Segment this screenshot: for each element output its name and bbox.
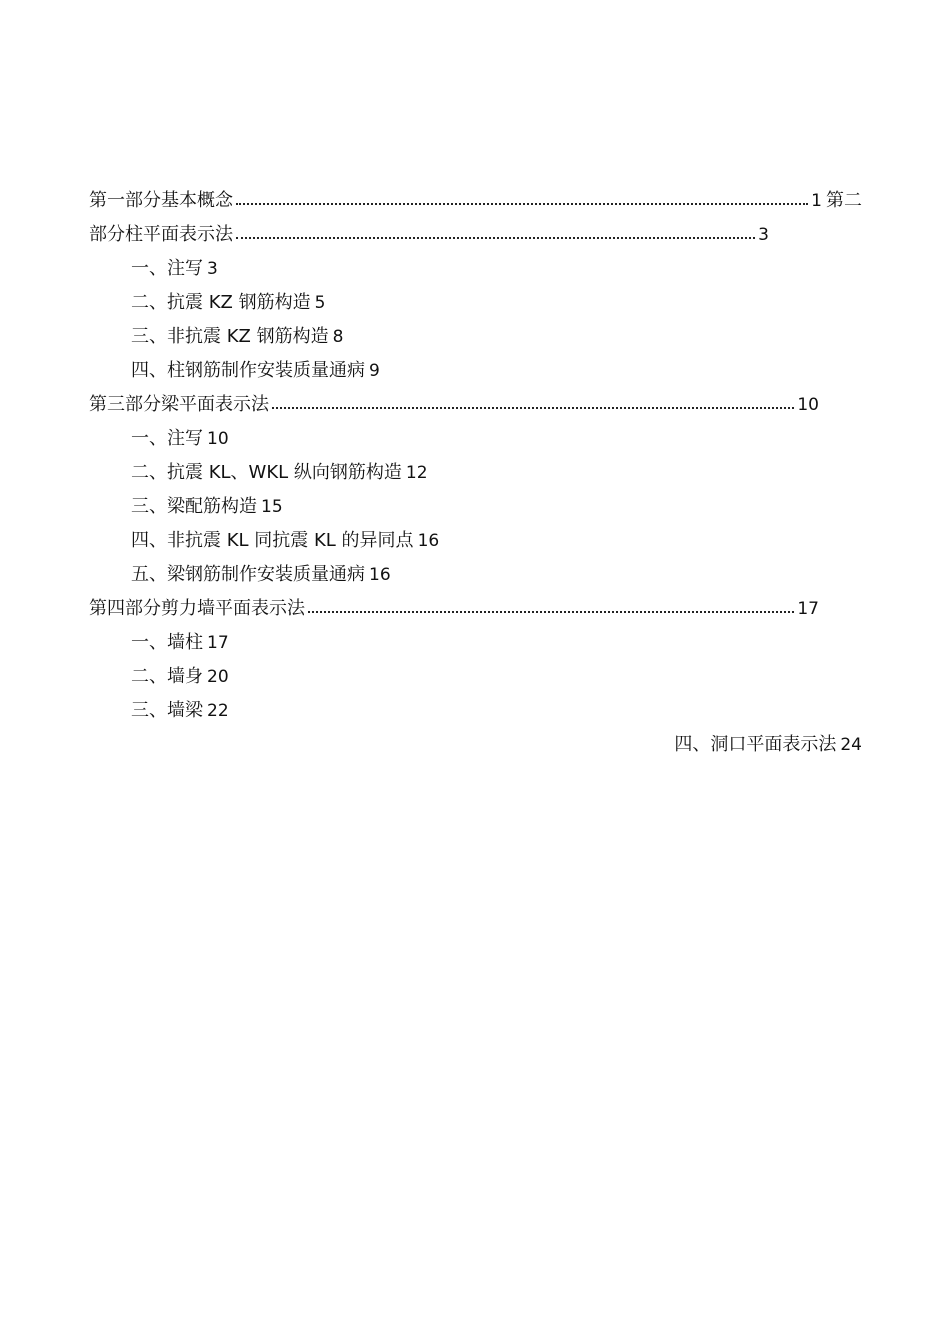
toc-subentry-page: 9 — [369, 361, 380, 381]
toc-subentry-label: 二、墙身 — [131, 666, 203, 687]
toc-subentry[interactable] — [89, 626, 862, 660]
toc-subentry[interactable] — [89, 660, 862, 694]
toc-entry-part1[interactable] — [89, 184, 862, 218]
table-of-contents — [89, 184, 862, 762]
toc-subentry[interactable] — [89, 252, 862, 286]
toc-entry-page: 17 — [797, 599, 819, 619]
dot-leader — [236, 203, 808, 205]
toc-entry-title: 第三部分梁平面表示法 — [89, 394, 269, 415]
toc-entry-page: 1 — [811, 191, 822, 211]
toc-subentry-label: 一、注写 — [131, 258, 203, 279]
toc-subentry-page: 15 — [261, 497, 283, 517]
toc-entry-title: 第一部分基本概念 — [89, 190, 233, 211]
toc-subentry-label: 一、墙柱 — [131, 632, 203, 653]
toc-entry-part3[interactable] — [89, 388, 819, 422]
dot-leader — [308, 611, 794, 613]
toc-subentry-page: 3 — [207, 259, 218, 279]
toc-subentry-page: 20 — [207, 667, 229, 687]
toc-subentry-page: 16 — [369, 565, 391, 585]
toc-subentry[interactable] — [89, 320, 862, 354]
toc-entry-title: 第四部分剪力墙平面表示法 — [89, 598, 305, 619]
toc-subentry-page: 16 — [417, 531, 440, 551]
toc-subentry[interactable] — [89, 694, 862, 728]
toc-subentry-label: 三、墙梁 — [131, 700, 203, 721]
dot-leader — [272, 407, 794, 409]
toc-entry-part2[interactable] — [89, 218, 769, 252]
toc-subentry-page: 17 — [207, 633, 229, 653]
toc-subentry[interactable] — [89, 490, 862, 524]
toc-subentry[interactable] — [89, 422, 862, 456]
toc-subentry[interactable] — [89, 456, 862, 490]
toc-subentry-label: 四、洞口平面表示法 — [674, 734, 837, 755]
toc-subentry-label: 四、柱钢筋制作安装质量通病 — [131, 360, 365, 381]
toc-subentry-label: 一、注写 — [131, 428, 203, 449]
toc-subentry[interactable] — [89, 286, 862, 320]
toc-subentry[interactable] — [89, 558, 862, 592]
toc-entry-title: 部分柱平面表示法 — [89, 224, 233, 245]
toc-entry-continuation: 第二 — [826, 190, 862, 211]
toc-subentry-page: 22 — [207, 701, 229, 721]
toc-subentry-page: 5 — [314, 293, 326, 313]
toc-entry-part4[interactable] — [89, 592, 819, 626]
toc-subentry-page: 10 — [207, 429, 229, 449]
toc-entry-page: 10 — [797, 395, 819, 415]
toc-subentry-label: 二、抗震 KL、WKL 纵向钢筋构造 — [131, 462, 402, 483]
toc-subentry-label: 四、非抗震 KL 同抗震 KL 的异同点 — [131, 530, 414, 551]
toc-subentry-right-aligned[interactable] — [89, 728, 862, 762]
toc-subentry-label: 三、非抗震 KZ 钢筋构造 — [131, 326, 329, 347]
toc-subentry[interactable] — [89, 354, 862, 388]
toc-subentry[interactable] — [89, 524, 862, 558]
toc-subentry-label: 五、梁钢筋制作安装质量通病 — [131, 564, 365, 585]
dot-leader — [236, 237, 755, 239]
toc-entry-page: 3 — [758, 225, 769, 245]
toc-subentry-page: 8 — [332, 327, 344, 347]
toc-subentry-page: 24 — [840, 735, 862, 755]
toc-subentry-page: 12 — [405, 463, 428, 483]
toc-subentry-label: 三、梁配筋构造 — [131, 496, 257, 517]
toc-subentry-label: 二、抗震 KZ 钢筋构造 — [131, 292, 311, 313]
